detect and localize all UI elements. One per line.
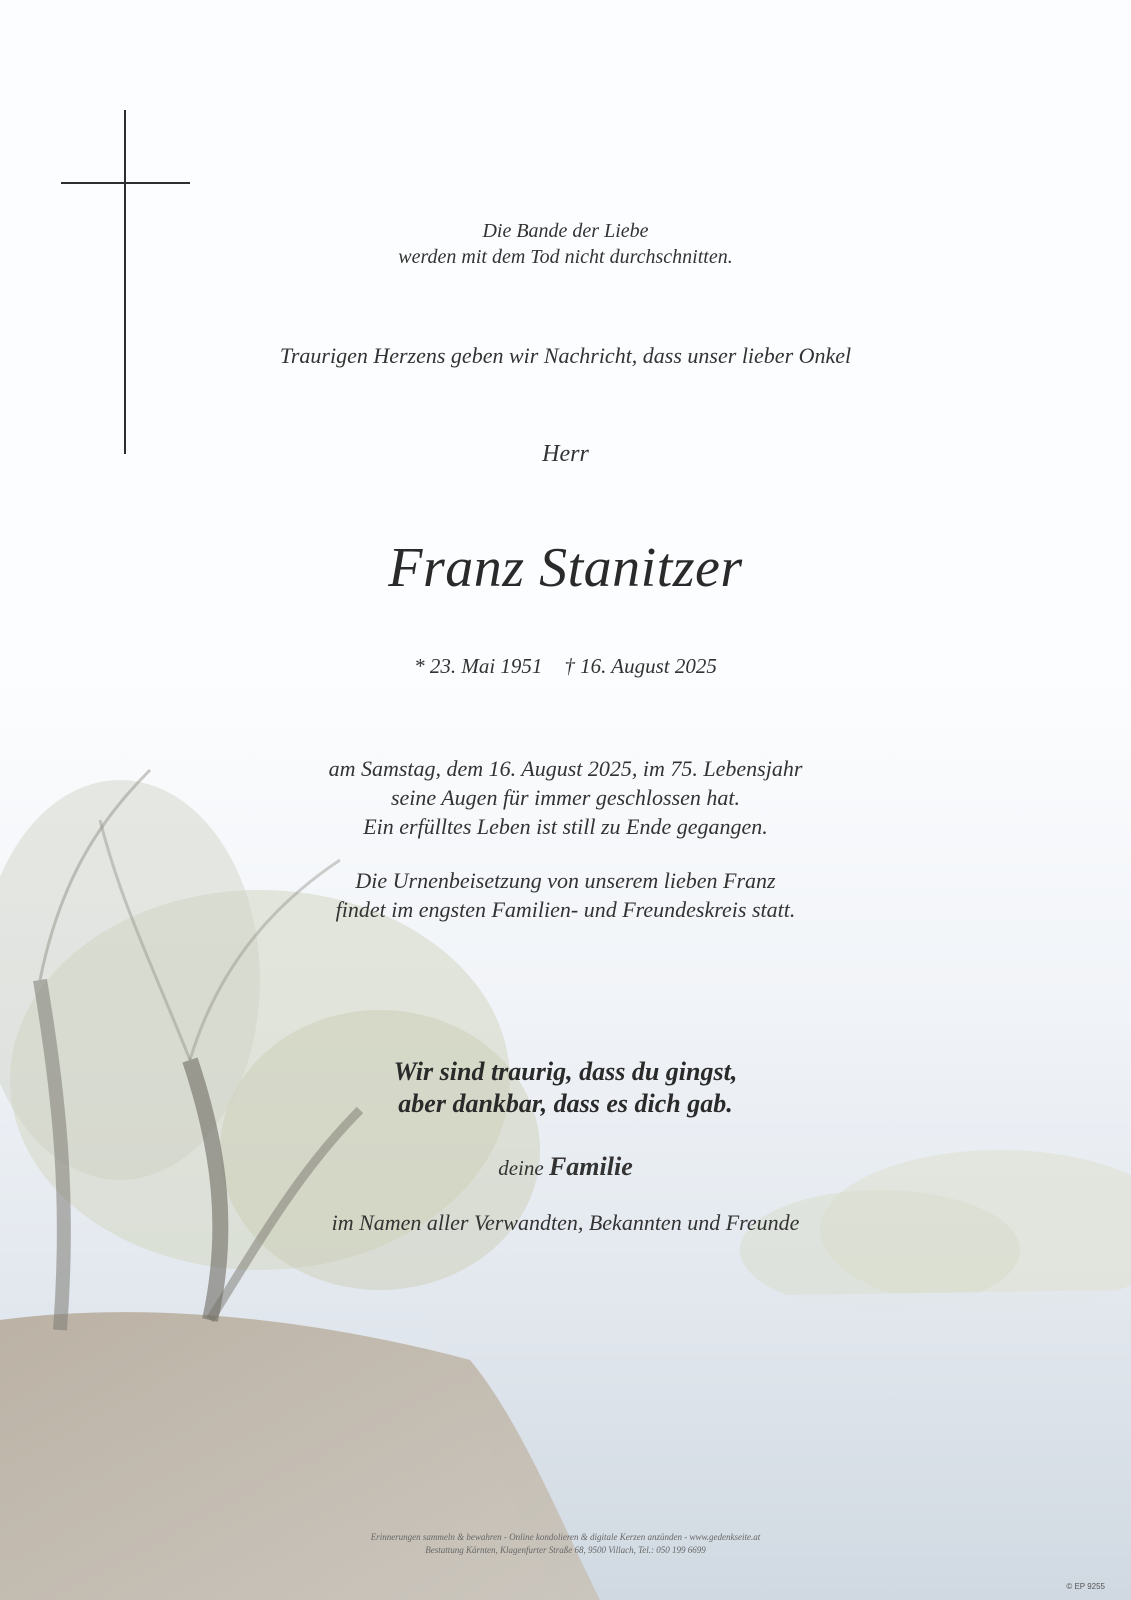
quote-line-1: Wir sind traurig, dass du gingst, xyxy=(393,1057,738,1086)
life-dates xyxy=(0,654,1131,679)
deceased-name: Franz Stanitzer xyxy=(388,537,743,599)
motto-line-2: werden mit dem Tod nicht durchschnitten. xyxy=(398,246,733,268)
cross-horizontal-bar xyxy=(61,182,190,184)
footer-line-2: Bestattung Kärnten, Klagenfurter Straße 68, 9500 Villach, Tel.: 050 199 6699 xyxy=(425,1545,706,1555)
print-code: © EP 9255 xyxy=(1066,1582,1105,1591)
death-date: † 16. August 2025 xyxy=(564,654,717,678)
greeting-text: im Namen aller Verwandten, Bekannten und Freunde xyxy=(331,1210,800,1235)
family-name: Familie xyxy=(548,1152,633,1181)
motto xyxy=(0,218,1131,270)
family-signature xyxy=(0,1152,1131,1182)
salutation: Herr xyxy=(542,441,589,467)
announcement-paragraph xyxy=(0,754,1131,841)
announcement-line-2: seine Augen für immer geschlossen hat. xyxy=(390,785,741,810)
quote-line-2: aber dankbar, dass es dich gab. xyxy=(398,1089,733,1118)
burial-paragraph xyxy=(0,866,1131,924)
birth-date: * 23. Mai 1951 xyxy=(414,654,543,678)
burial-line-2: findet im engsten Familien- und Freundeskreis statt. xyxy=(335,897,796,922)
cross-vertical-bar xyxy=(124,110,126,454)
footer-line-1: Erinnerungen sammeln & bewahren - Online kondolieren & digitale Kerzen anzünden - www.gedenkseite.at xyxy=(370,1532,761,1542)
burial-line-1: Die Urnenbeisetzung von unserem lieben Franz xyxy=(355,868,776,893)
family-prefix: deine xyxy=(498,1156,544,1180)
announcement-line-3: Ein erfülltes Leben ist still zu Ende gegangen. xyxy=(363,814,768,839)
announcement-line-1: am Samstag, dem 16. August 2025, im 75. Lebensjahr xyxy=(328,756,803,781)
footer xyxy=(0,1531,1131,1557)
intro-text: Traurigen Herzens geben wir Nachricht, dass unser lieber Onkel xyxy=(279,343,852,368)
closing-quote xyxy=(0,1056,1131,1120)
motto-line-1: Die Bande der Liebe xyxy=(482,220,649,242)
